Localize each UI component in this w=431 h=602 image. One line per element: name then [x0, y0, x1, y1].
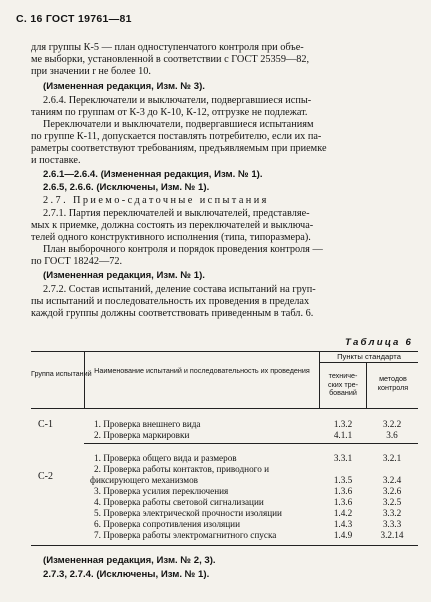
header-test-name: Наименование испытаний и последовательность их проведения: [94, 366, 310, 375]
test-name: 2. Проверка маркировки: [94, 430, 190, 440]
test-name: 4. Проверка работы световой сигнализации: [94, 497, 264, 507]
test-name: 1. Проверка общего вида и размеров: [94, 453, 237, 463]
table-bottom-rule: [31, 545, 418, 546]
text-line: по группе К-11, допускается поставлять потребителю, если их па-: [31, 131, 322, 142]
text-line: мых к приемке, должна состоять из переключателей и выключа-: [31, 220, 314, 231]
method-point: 3.2.4: [382, 475, 402, 485]
test-name: 3. Проверка усилия переключения: [94, 486, 229, 496]
amendment-note: (Измененная редакция, Изм. № 1).: [43, 270, 205, 281]
text-line: для группы К-5 — план одноступенчатого контроля при объе-: [31, 42, 304, 53]
req-point: 1.3.5: [333, 475, 353, 485]
header-points: Пункты стандарта: [337, 352, 401, 361]
method-point: 3.2.14: [380, 530, 404, 540]
test-name: 7. Проверка работы электромагнитного спуска: [94, 530, 277, 540]
text-line: Переключатели и выключатели, подвергавшиеся испытаниям: [43, 119, 314, 130]
group-label: С-2: [38, 471, 53, 482]
page-header: С. 16 ГОСТ 19761—81: [16, 13, 132, 25]
text-line: по ГОСТ 18242—72.: [31, 256, 123, 267]
column-rule: [366, 363, 367, 409]
req-point: 1.4.3: [333, 519, 353, 529]
test-name: 5. Проверка электрической прочности изоляции: [94, 508, 282, 518]
req-point: 1.3.6: [333, 486, 353, 496]
text-line: при значении r не более 10.: [31, 66, 151, 77]
method-point: 3.2.6: [382, 486, 402, 496]
text-line: 2.7.1. Партия переключателей и выключателей, представляе-: [43, 208, 310, 219]
section-heading: 2.7. Приемо-сдаточные испытания: [43, 195, 269, 206]
text-line: телей одного конструктивного исполнения (типа, типоразмера).: [31, 232, 311, 243]
method-point: 3.2.1: [382, 453, 402, 463]
amendment-note: 2.6.1—2.6.4. (Измененная редакция, Изм. № 1).: [43, 169, 263, 180]
amendment-note: (Измененная редакция, Изм. № 2, 3).: [43, 555, 216, 566]
table-caption: Таблица 6: [344, 337, 413, 348]
req-point: 1.4.9: [333, 530, 353, 540]
header-methods: методов контроля: [377, 374, 409, 392]
text-line: План выборочного контроля и порядок проведения контроля —: [43, 244, 323, 255]
header-group: Группа испытаний: [31, 369, 92, 378]
method-point: 3.2.5: [382, 497, 402, 507]
test-name: 6. Проверка сопротивления изоляции: [94, 519, 241, 529]
group-label: С-1: [38, 419, 53, 430]
text-line: ме выборки, установленной в соответствии с ГОСТ 25359—82,: [31, 54, 310, 65]
amendment-note: (Измененная редакция, Изм. № 3).: [43, 81, 205, 92]
req-point: 4.1.1: [333, 430, 353, 440]
method-point: 3.3.2: [382, 508, 402, 518]
method-point: 3.2.2: [382, 419, 402, 429]
req-point: 1.4.2: [333, 508, 353, 518]
method-point: 3.3.3: [382, 519, 402, 529]
column-rule: [84, 352, 85, 409]
test-name: фиксирующего механизмов: [90, 475, 199, 485]
text-line: 2.6.4. Переключатели и выключатели, подвергавшиеся испы-: [43, 95, 312, 106]
text-line: таниям по группам от К-3 до К-10, К-12, отгрузке не подлежат.: [31, 107, 308, 118]
text-line: каждой группы должны соответствовать приведенным в табл. 6.: [31, 308, 314, 319]
test-name: 2. Проверка работы контактов, приводного и: [94, 464, 270, 474]
text-line: и поставке.: [31, 155, 81, 166]
amendment-note: 2.7.3, 2.7.4. (Исключены, Изм. № 1).: [43, 569, 210, 580]
text-line: раметры соответствуют требованиям, предъявляемым при приемке: [31, 143, 327, 154]
text-line: 2.7.2. Состав испытаний, деление состава испытаний на груп-: [43, 284, 316, 295]
table-header-rule: [31, 408, 418, 409]
text-line: пы испытаний и последовательность их проведения в пределах: [31, 296, 310, 307]
req-point: 3.3.1: [333, 453, 353, 463]
group-separator: [84, 443, 418, 444]
req-point: 1.3.2: [333, 419, 353, 429]
method-point: 3.6: [386, 430, 398, 440]
points-rule: [320, 362, 418, 363]
req-point: 1.3.6: [333, 497, 353, 507]
test-name: 1. Проверка внешнего вида: [94, 419, 201, 429]
amendment-note: 2.6.5, 2.6.6. (Исключены, Изм. № 1).: [43, 182, 210, 193]
header-tech-req: техниче- ских тре- бований: [327, 371, 359, 398]
